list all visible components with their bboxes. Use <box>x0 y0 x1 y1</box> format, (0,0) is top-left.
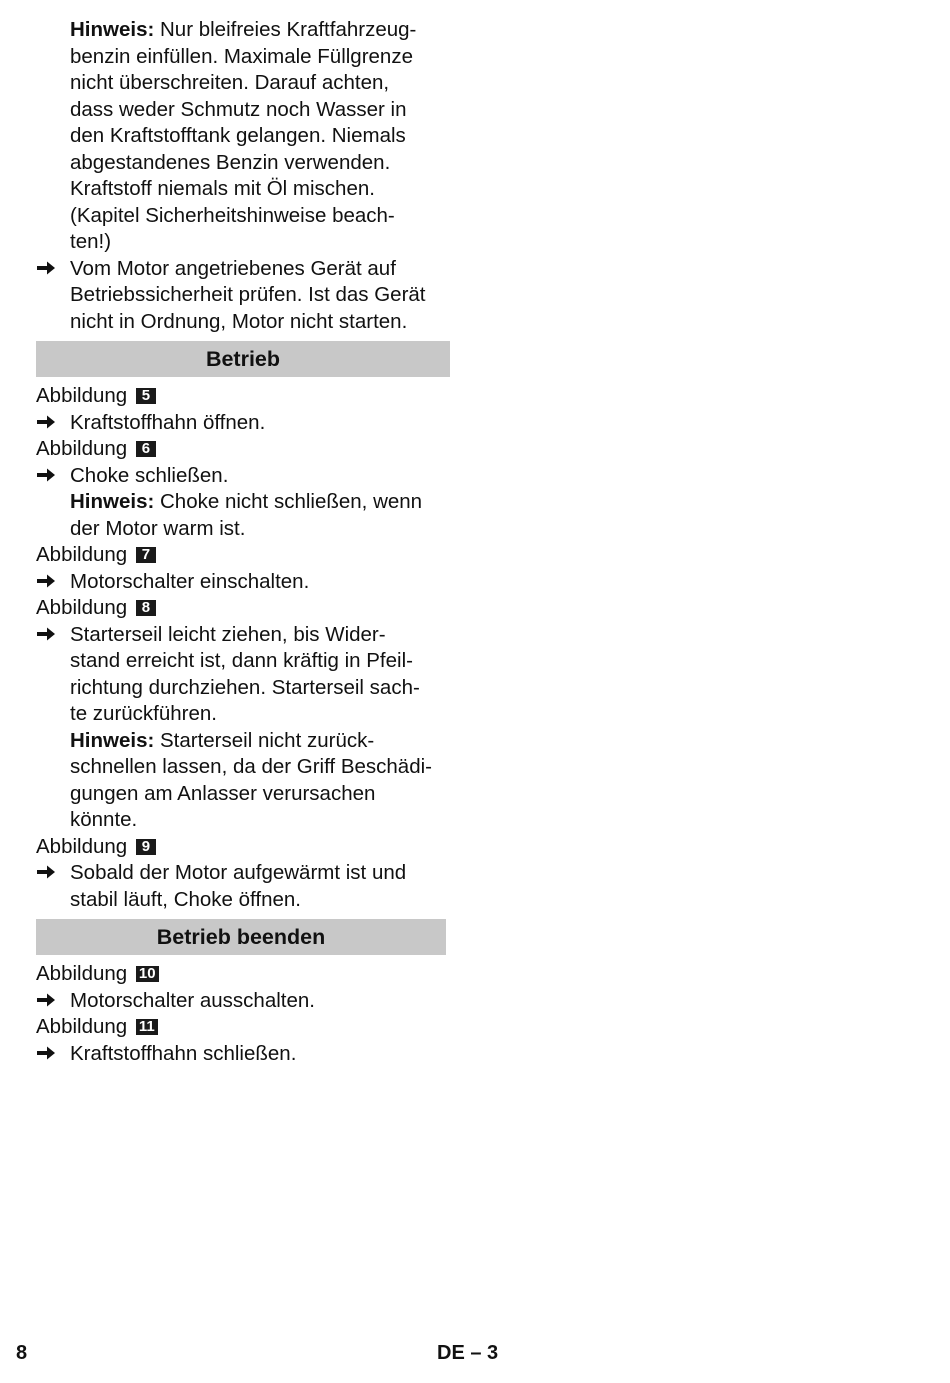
figure-ref: Abbildung 5 <box>36 383 450 410</box>
figure-number-badge: 8 <box>136 600 156 616</box>
figure-number-badge: 5 <box>136 388 156 404</box>
step-choke-close: Choke schließen. Hinweis: Choke nicht schließen, wenn der Motor warm ist. <box>36 463 450 543</box>
figure-ref: Abbildung 6 <box>36 436 450 463</box>
content-column <box>36 17 450 1067</box>
step-pull-starter: Starterseil leicht ziehen, bis Wider- stand erreicht ist, dann kräftig in Pfeil- richtung durchziehen. Starterseil sach- te zurückführen. Hinweis: Starterseil nicht zurück- schnellen lassen, da der Griff Beschädi- gungen am Anlasser verursachen könnte. <box>36 622 450 834</box>
note-label: Hinweis: <box>70 18 155 41</box>
note-line: gungen am Anlasser verursachen <box>70 781 376 805</box>
note-label: Hinweis: <box>70 728 155 752</box>
intro-note <box>36 17 450 256</box>
note-line: abgestandenes Benzin verwenden. <box>70 150 391 174</box>
step-fuel-valve-open: Kraftstoffhahn öffnen. <box>36 410 450 437</box>
note-line: könnte. <box>70 808 138 831</box>
arrow-right-icon <box>36 463 62 490</box>
note-line: dass weder Schmutz noch Wasser in <box>70 97 407 121</box>
figure-ref: Abbildung 11 <box>36 1014 450 1041</box>
note-line: den Kraftstofftank gelangen. Niemals <box>70 124 406 147</box>
arrow-right-icon <box>36 622 62 649</box>
note-line: (Kapitel Sicherheitshinweise beach- <box>70 203 395 227</box>
arrow-right-icon <box>36 988 62 1015</box>
arrow-right-icon <box>36 860 62 887</box>
note-line: Hinweis: Choke nicht schließen, wenn <box>70 490 423 513</box>
note-line: Kraftstoff niemals mit Öl mischen. <box>70 177 375 200</box>
figure-number-badge: 7 <box>136 547 156 563</box>
note-line: benzin einfüllen. Maximale Füllgrenze <box>70 44 413 68</box>
step-fuel-valve-close: Kraftstoffhahn schließen. <box>36 1041 450 1068</box>
figure-ref: Abbildung 10 <box>36 961 450 988</box>
arrow-right-icon <box>36 410 62 437</box>
section-heading-betrieb-beenden: Betrieb beenden <box>36 919 446 955</box>
step-motor-switch-on: Motorschalter einschalten. <box>36 569 450 596</box>
note-line: Hinweis: Starterseil nicht zurück- <box>70 728 375 752</box>
figure-ref: Abbildung 8 <box>36 595 450 622</box>
note-line: ten!) <box>70 230 112 253</box>
figure-number-badge: 10 <box>136 966 159 982</box>
arrow-right-icon <box>36 256 62 283</box>
note-line: schnellen lassen, da der Griff Beschädi- <box>70 755 432 778</box>
section-heading-betrieb: Betrieb <box>36 341 450 377</box>
step-choke-open: Sobald der Motor aufgewärmt ist und stabil läuft, Choke öffnen. <box>36 860 450 913</box>
figure-number-badge: 6 <box>136 441 156 457</box>
note-label: Hinweis: <box>70 490 155 513</box>
figure-number-badge: 11 <box>136 1019 158 1035</box>
note-line: Hinweis: Nur bleifreies Kraftfahrzeug- <box>70 18 417 41</box>
note-line: der Motor warm ist. <box>70 516 246 540</box>
step-safety-check: Vom Motor angetriebenes Gerät auf Betriebssicherheit prüfen. Ist das Gerät nicht in Ordnung, Motor nicht starten. <box>36 256 450 336</box>
figure-ref: Abbildung 7 <box>36 542 450 569</box>
figure-ref: Abbildung 9 <box>36 834 450 861</box>
arrow-right-icon <box>36 1041 62 1068</box>
language-page-label: DE – 3 <box>437 1342 499 1364</box>
note-line: nicht überschreiten. Darauf achten, <box>70 71 390 94</box>
arrow-right-icon <box>36 569 62 596</box>
page-number: 8 <box>16 1342 28 1364</box>
figure-number-badge: 9 <box>136 839 156 855</box>
step-motor-switch-off: Motorschalter ausschalten. <box>36 988 450 1015</box>
